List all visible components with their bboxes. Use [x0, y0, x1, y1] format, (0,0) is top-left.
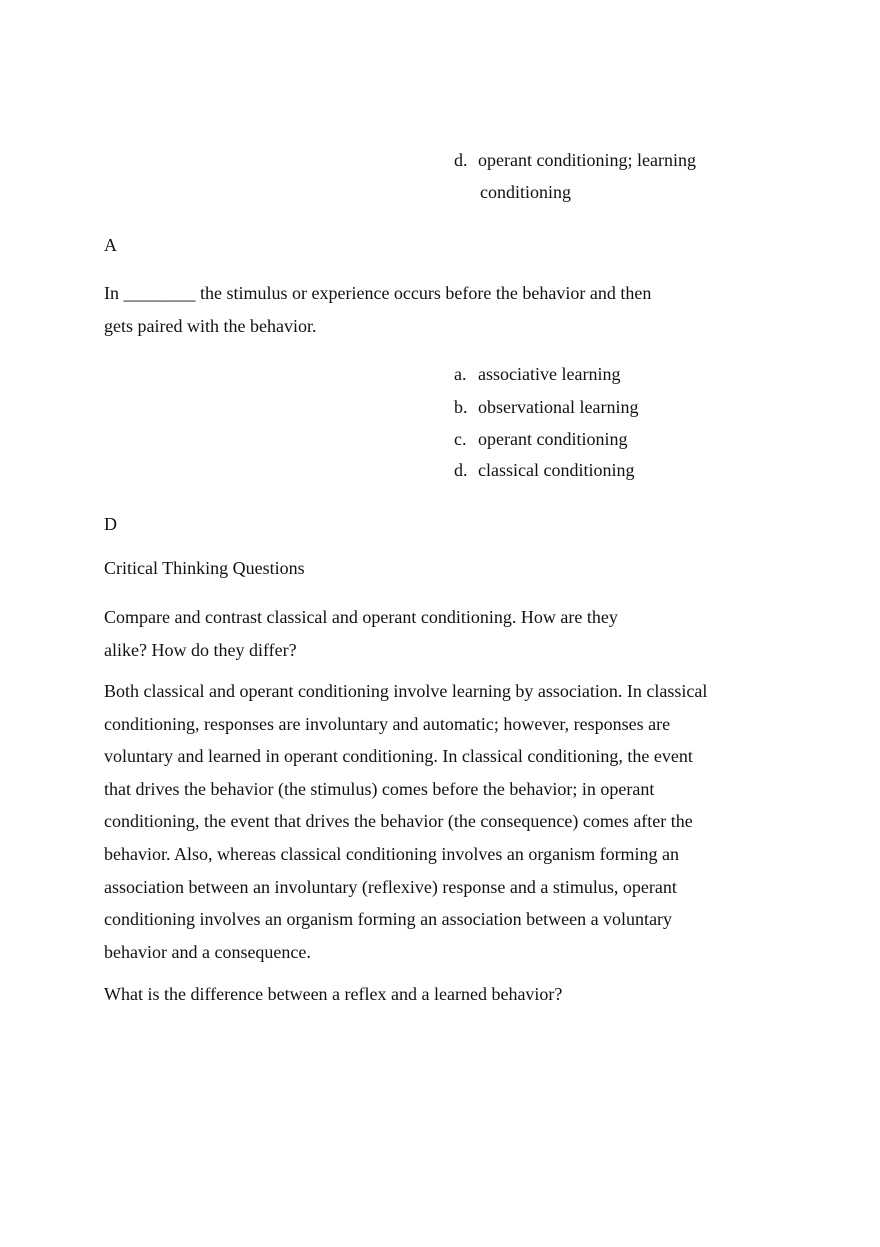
- question-answer: D: [104, 514, 117, 534]
- option-letter: a.: [454, 364, 467, 384]
- section-heading: Critical Thinking Questions: [104, 558, 305, 578]
- option-a: [454, 364, 620, 385]
- prev-option-d: [454, 150, 696, 171]
- option-b: [454, 397, 638, 418]
- option-text: classical conditioning: [478, 460, 635, 480]
- option-c: [454, 429, 627, 450]
- option-text: operant conditioning: [478, 429, 628, 449]
- prev-answer: A: [104, 235, 117, 255]
- option-text: associative learning: [478, 364, 621, 384]
- option-letter: c.: [454, 429, 467, 449]
- question-stem: In ________ the stimulus or experience occurs before the behavior and then gets paired with the behavior.: [104, 283, 652, 336]
- option-letter: b.: [454, 397, 468, 417]
- ct-question-2: What is the difference between a reflex and a learned behavior?: [104, 984, 563, 1004]
- option-letter: d.: [454, 460, 468, 480]
- option-text: observational learning: [478, 397, 639, 417]
- ct-question-1: Compare and contrast classical and operant conditioning. How are they alike? How do they differ?: [104, 607, 618, 660]
- option-letter: d.: [454, 150, 468, 170]
- prev-option-d-continuation: conditioning: [480, 182, 571, 202]
- option-d: [454, 460, 634, 481]
- option-text: operant conditioning; learning: [478, 150, 696, 170]
- ct-answer-1: Both classical and operant conditioning involve learning by association. In classical conditioning, responses are involuntary and automatic; however, responses are voluntary and learned in operant conditioning. In classical conditioning, the event that drives the behavior (the stimulus) comes before the behavior; in operant conditioning, the event that drives the behavior (the consequence) comes after the behavior. Also, whereas classical conditioning involves an organism forming an association between an involuntary (reflexive) response and a stimulus, operant conditioning involves an organism forming an association between a voluntary behavior and a consequence.: [104, 681, 708, 962]
